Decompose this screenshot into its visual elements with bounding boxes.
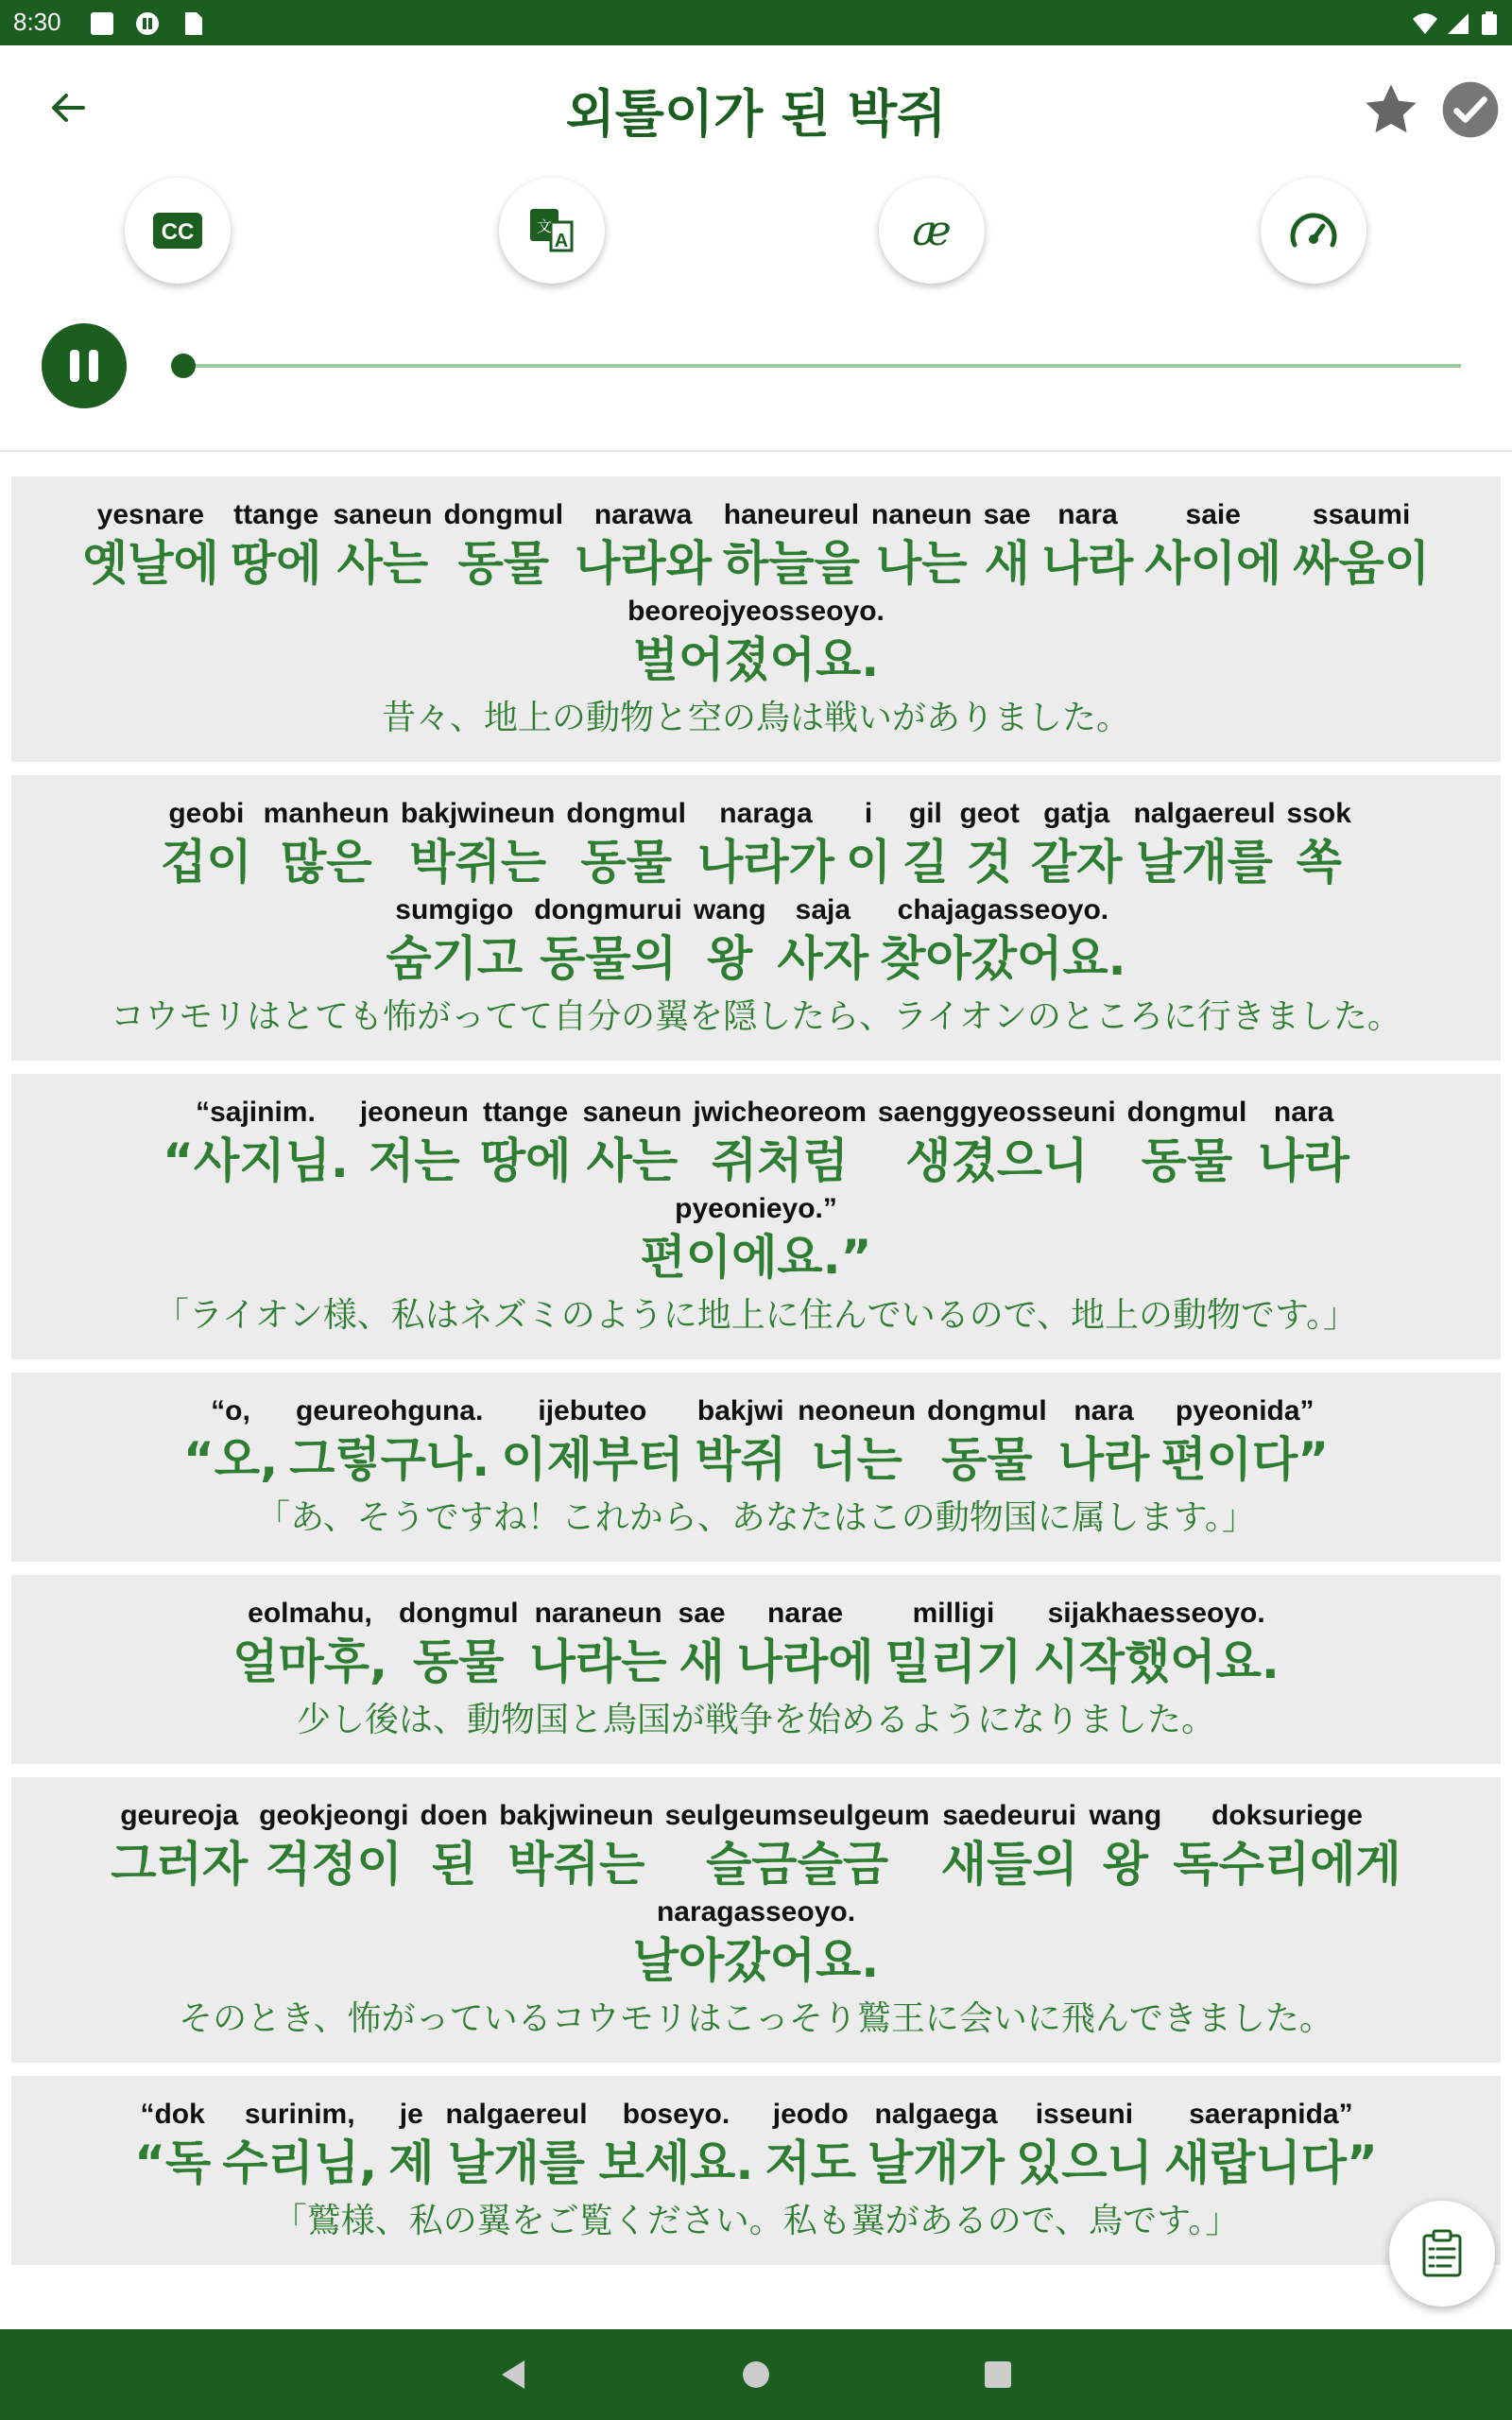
- nav-home-button[interactable]: [730, 2348, 782, 2401]
- word-romanization: dongmul: [398, 1598, 519, 1629]
- word-korean: 같자: [1030, 835, 1123, 890]
- word-korean: 제: [388, 2135, 435, 2190]
- word-romanization: bakjwineun: [499, 1800, 654, 1831]
- sd-card-icon: [180, 11, 206, 36]
- word[interactable]: [984, 497, 1031, 594]
- word-korean: 편이에요.”: [640, 1230, 872, 1285]
- word[interactable]: [333, 497, 432, 594]
- speed-button[interactable]: [1261, 178, 1366, 284]
- word[interactable]: [1033, 1596, 1280, 1692]
- word-romanization: narae: [767, 1598, 844, 1629]
- word[interactable]: [264, 796, 389, 892]
- word-korean: 그렇구나.: [289, 1432, 490, 1487]
- word[interactable]: [1287, 796, 1351, 892]
- sentence-line: [30, 497, 1482, 594]
- word-romanization: “dok: [140, 2099, 205, 2130]
- word[interactable]: [566, 796, 686, 892]
- sentence-line: [30, 1596, 1482, 1692]
- word-romanization: nalgaereul: [1133, 798, 1276, 829]
- word-romanization: geureoja: [120, 1800, 239, 1831]
- word-korean: 날아갔어요.: [632, 1933, 880, 1988]
- app-header: [0, 45, 1512, 452]
- sentence-line: [30, 1798, 1482, 1894]
- sentence-card[interactable]: [11, 2076, 1501, 2265]
- word-korean: 왕: [1102, 1837, 1149, 1892]
- word-korean: 찾아갔어요.: [880, 931, 1126, 986]
- word-korean: 너는: [811, 1432, 902, 1487]
- speed-icon: [1287, 207, 1340, 254]
- word-romanization: ttange: [483, 1097, 569, 1128]
- progress-track[interactable]: [183, 364, 1461, 368]
- word[interactable]: [259, 1798, 408, 1894]
- word-korean: 사이에: [1144, 536, 1282, 591]
- sentence-translation: 「鷲様、私の翼をご覧ください。私も翼があるので、鳥です。」: [272, 2202, 1240, 2240]
- word-korean: 동물의: [540, 931, 677, 986]
- word-korean: 날개를: [448, 2135, 585, 2190]
- system-nav-bar: [0, 2329, 1512, 2420]
- word-korean: 새랍니다”: [1163, 2135, 1378, 2190]
- word-romanization: bakjwineun: [401, 798, 556, 829]
- ae-icon: æ: [912, 206, 952, 255]
- word-korean: 사자: [777, 931, 869, 986]
- word-romanization: pyeonieyo.”: [675, 1193, 837, 1224]
- word-korean: 벌어졌어요.: [632, 632, 880, 687]
- word-korean: 독수리에게: [1173, 1837, 1401, 1892]
- word-romanization: jwicheoreom: [693, 1097, 867, 1128]
- word[interactable]: [737, 1596, 874, 1692]
- word[interactable]: [679, 1596, 726, 1692]
- word[interactable]: [941, 1798, 1078, 1894]
- word-romanization: geokjeongi: [259, 1800, 409, 1831]
- word-romanization: gatja: [1043, 798, 1110, 829]
- sentence-translation: コウモリはとても怖がってて自分の翼を隠したら、ライオンのところに行きました。: [111, 997, 1401, 1036]
- word[interactable]: [599, 2097, 754, 2193]
- notification-icon: [89, 11, 115, 36]
- word-korean: 나는: [875, 536, 968, 591]
- word-korean: 쏙: [1296, 835, 1342, 890]
- word[interactable]: [1042, 497, 1134, 594]
- word-romanization: geot: [959, 798, 1020, 829]
- word-korean: 새: [679, 1634, 725, 1689]
- word[interactable]: [695, 1393, 786, 1490]
- page-title: 외톨이가 된 박쥐: [565, 84, 947, 144]
- word[interactable]: [360, 1095, 469, 1191]
- word-romanization: jeoneun: [359, 1097, 469, 1128]
- word-korean: 박쥐는: [409, 835, 547, 890]
- word[interactable]: [665, 1798, 930, 1894]
- word-korean: 나라에: [736, 1634, 874, 1689]
- word-korean: 숨기고: [386, 931, 524, 986]
- word-romanization: beoreojyeosseoyo.: [627, 596, 885, 627]
- word[interactable]: [1173, 1798, 1401, 1894]
- word-romanization: geobi: [168, 798, 245, 829]
- word-romanization: seulgeumseulgeum: [664, 1800, 930, 1831]
- back-arrow-icon[interactable]: [42, 81, 94, 134]
- word-romanization: naraneun: [534, 1598, 662, 1629]
- nav-home-icon: [741, 2360, 771, 2390]
- word-romanization: wang: [1089, 1800, 1162, 1831]
- word-korean: 시작했어요.: [1033, 1634, 1280, 1689]
- word-korean: 이: [845, 835, 892, 890]
- word-romanization: pyeonida”: [1175, 1395, 1314, 1426]
- word-korean: 편이다”: [1160, 1432, 1330, 1487]
- word-korean: 동물: [580, 835, 672, 890]
- word[interactable]: [82, 497, 219, 594]
- word-korean: 된: [431, 1837, 477, 1892]
- sentence-card[interactable]: [11, 1373, 1501, 1562]
- word[interactable]: [386, 892, 523, 989]
- word[interactable]: [445, 2097, 587, 2193]
- word-romanization: eolmahu,: [248, 1598, 372, 1629]
- word-romanization: je: [399, 2099, 423, 2130]
- word-korean: 날개가: [868, 2135, 1005, 2190]
- word[interactable]: [846, 796, 891, 892]
- quiz-fab[interactable]: [1389, 2201, 1495, 2307]
- word[interactable]: [399, 1596, 519, 1692]
- translate-button[interactable]: [499, 178, 605, 284]
- nav-recents-icon: [984, 2360, 1012, 2389]
- sentence-line: [30, 1095, 1482, 1191]
- sentence-line: [30, 1894, 1482, 1991]
- check-circle-icon[interactable]: [1440, 79, 1501, 140]
- word-romanization: dongmul: [1126, 1097, 1247, 1128]
- word[interactable]: [163, 1095, 349, 1191]
- sentence-line: [30, 796, 1482, 892]
- wifi-icon: [1412, 11, 1438, 36]
- svg-text:CC: CC: [161, 219, 195, 245]
- word-korean: 날개를: [1136, 835, 1273, 890]
- word[interactable]: [1058, 1393, 1150, 1490]
- word[interactable]: [1160, 1393, 1329, 1490]
- word[interactable]: [868, 2097, 1005, 2193]
- word-korean: 박쥐: [695, 1432, 787, 1487]
- word[interactable]: [534, 892, 682, 989]
- sentence-card[interactable]: [11, 1575, 1501, 1764]
- word-romanization: boseyo.: [622, 2099, 730, 2130]
- word-korean: 박쥐는: [507, 1837, 645, 1892]
- word-korean: 옛날에: [81, 536, 219, 591]
- word-korean: 나라가: [697, 835, 834, 890]
- word-korean: “사지님.: [163, 1133, 349, 1188]
- sentence-translation: 「あ、そうですね！これから、あなたはこの動物国に属します。」: [256, 1498, 1256, 1537]
- word-korean: 동물: [941, 1432, 1033, 1487]
- word-korean: “오,: [182, 1432, 279, 1487]
- word-romanization: bakjwi: [696, 1395, 784, 1426]
- word-romanization: saerapnida”: [1189, 2099, 1353, 2130]
- word[interactable]: [885, 1596, 1022, 1692]
- status-bar: [0, 0, 1512, 45]
- word-korean: “독: [134, 2135, 212, 2190]
- word-romanization: saedeurui: [942, 1800, 1076, 1831]
- sentence-line: [30, 1191, 1482, 1288]
- word-romanization: manheun: [263, 798, 390, 829]
- word[interactable]: [927, 1393, 1047, 1490]
- word[interactable]: [1090, 1798, 1162, 1894]
- word[interactable]: [694, 1095, 867, 1191]
- word-korean: 동물: [1141, 1133, 1233, 1188]
- cc-icon: [152, 212, 203, 250]
- word[interactable]: [1144, 497, 1281, 594]
- word-romanization: sijakhaesseoyo.: [1047, 1598, 1265, 1629]
- word[interactable]: [765, 2097, 856, 2193]
- word[interactable]: [960, 796, 1020, 892]
- word-romanization: saneun: [333, 499, 433, 530]
- word[interactable]: [1031, 796, 1123, 892]
- word-romanization: doksuriege: [1211, 1800, 1363, 1831]
- word-romanization: dongmul: [927, 1395, 1047, 1426]
- word-romanization: narawa: [593, 499, 693, 530]
- word-romanization: i: [864, 798, 873, 829]
- word[interactable]: [499, 1798, 653, 1894]
- word[interactable]: [575, 497, 712, 594]
- sentence-card[interactable]: [11, 1074, 1501, 1359]
- word-korean: 나라: [1258, 1133, 1349, 1188]
- word[interactable]: [501, 1393, 683, 1490]
- word[interactable]: [633, 1894, 880, 1991]
- word-romanization: saja: [795, 894, 851, 925]
- word-romanization: doen: [420, 1800, 489, 1831]
- word-korean: 땅에: [230, 536, 322, 591]
- sentence-line: [30, 1393, 1482, 1490]
- word-korean: 동물: [413, 1634, 505, 1689]
- word[interactable]: [421, 1798, 489, 1894]
- word[interactable]: [530, 1596, 667, 1692]
- word-romanization: ssaumi: [1312, 499, 1411, 530]
- word-korean: 보세요.: [598, 2135, 754, 2190]
- signal-icon: [1446, 11, 1472, 36]
- nav-back-icon: [498, 2359, 526, 2391]
- word-romanization: ijebuteo: [538, 1395, 647, 1426]
- word-romanization: jeodo: [772, 2099, 849, 2130]
- word[interactable]: [401, 796, 555, 892]
- word-romanization: surinim,: [244, 2099, 355, 2130]
- word-korean: 저는: [369, 1133, 460, 1188]
- word-romanization: nalgaereul: [445, 2099, 588, 2130]
- word-romanization: gil: [908, 798, 942, 829]
- word-korean: 나라: [1057, 1432, 1150, 1487]
- sentence-line: [30, 892, 1482, 989]
- nav-back-button[interactable]: [486, 2348, 539, 2401]
- sentence-card[interactable]: [11, 476, 1501, 762]
- word-korean: 하늘을: [723, 536, 860, 591]
- clipboard-icon: [1417, 2228, 1468, 2279]
- word-romanization: chajagasseoyo.: [897, 894, 1109, 925]
- word-romanization: “o,: [211, 1395, 250, 1426]
- word-romanization: nalgaega: [874, 2099, 998, 2130]
- word-romanization: geureohguna.: [295, 1395, 484, 1426]
- sentence-translation: そのとき、怖がっているコウモリはこっそり鷲王に会いに飛んできました。: [179, 1999, 1333, 2038]
- word[interactable]: [134, 2097, 211, 2193]
- word[interactable]: [778, 892, 869, 989]
- word-romanization: saenggyeosseuni: [877, 1097, 1116, 1128]
- word[interactable]: [1127, 1095, 1247, 1191]
- word[interactable]: [582, 1095, 681, 1191]
- word-romanization: naragasseoyo.: [656, 1896, 856, 1927]
- word-korean: 새: [984, 536, 1030, 591]
- word-romanization: haneureul: [723, 499, 860, 530]
- word-romanization: saie: [1185, 499, 1241, 530]
- word-romanization: neoneun: [798, 1395, 917, 1426]
- word-korean: 밀리기: [885, 1634, 1022, 1689]
- pause-icon: [70, 350, 79, 382]
- progress-thumb[interactable]: [171, 354, 196, 378]
- word[interactable]: [697, 796, 834, 892]
- word-korean: 있으니: [1015, 2135, 1153, 2190]
- sentence-line: [30, 594, 1482, 690]
- word[interactable]: [798, 1393, 916, 1490]
- romanization-button[interactable]: [879, 178, 985, 284]
- word-korean: 동물: [457, 536, 550, 591]
- svg-text:文: 文: [536, 217, 553, 235]
- word-romanization: sae: [678, 1598, 726, 1629]
- sentence-card[interactable]: [11, 1777, 1501, 2063]
- word-korean: 겁이: [161, 835, 252, 890]
- word-korean: 땅에: [479, 1133, 572, 1188]
- status-time: 8:30: [13, 8, 61, 36]
- sentence-card[interactable]: [11, 775, 1501, 1061]
- sentence-list: [11, 476, 1501, 2278]
- word-korean: 그러자: [111, 1837, 249, 1892]
- word-romanization: wang: [693, 894, 766, 925]
- word-romanization: nara: [1273, 1097, 1334, 1128]
- word-korean: 싸움이: [1293, 536, 1431, 591]
- word-romanization: ssok: [1286, 798, 1351, 829]
- word[interactable]: [1258, 1095, 1349, 1191]
- word[interactable]: [723, 497, 860, 594]
- word-romanization: dongmul: [566, 798, 687, 829]
- word[interactable]: [1164, 2097, 1378, 2193]
- word[interactable]: [871, 497, 972, 594]
- word-romanization: saneun: [582, 1097, 682, 1128]
- word-romanization: milligi: [912, 1598, 995, 1629]
- sentence-translation: 昔々、地上の動物と空の鳥は戦いがありました。: [381, 699, 1130, 737]
- word[interactable]: [902, 796, 948, 892]
- word-korean: 새들의: [940, 1837, 1078, 1892]
- word[interactable]: [289, 1393, 490, 1490]
- subtitles-button[interactable]: [125, 178, 231, 284]
- word-korean: 사는: [586, 1133, 679, 1188]
- word-korean: 것: [967, 835, 1013, 890]
- word[interactable]: [694, 892, 766, 989]
- word-romanization: nara: [1074, 1395, 1134, 1426]
- battery-icon: [1480, 11, 1499, 36]
- word-korean: 길: [902, 835, 949, 890]
- word[interactable]: [111, 1798, 248, 1894]
- sentence-translation: 「ライオン様、私はネズミのように地上に住んでいるので、地上の動物です。」: [154, 1296, 1358, 1335]
- word-romanization: naraga: [719, 798, 813, 829]
- word-korean: 수리님,: [222, 2135, 378, 2190]
- nav-recents-button[interactable]: [971, 2348, 1024, 2401]
- word[interactable]: [1293, 497, 1430, 594]
- sentence-line: [30, 2097, 1482, 2193]
- word[interactable]: [443, 497, 563, 594]
- word[interactable]: [480, 1095, 572, 1191]
- word-korean: 생겼으니: [905, 1133, 1089, 1188]
- word-romanization: ttange: [233, 499, 319, 530]
- word[interactable]: [222, 2097, 377, 2193]
- word-romanization: naneun: [870, 499, 972, 530]
- word[interactable]: [232, 1596, 387, 1692]
- word-korean: 슬금슬금: [706, 1837, 889, 1892]
- word[interactable]: [183, 1393, 278, 1490]
- word-korean: 얼마후,: [232, 1634, 387, 1689]
- word-korean: 쥐처럼: [711, 1133, 849, 1188]
- word[interactable]: [878, 1095, 1116, 1191]
- word-korean: 이제부터: [501, 1432, 684, 1487]
- pause-button[interactable]: [42, 323, 127, 408]
- word-romanization: “sajinim.: [196, 1097, 316, 1128]
- star-icon[interactable]: [1361, 79, 1421, 140]
- word-korean: 나라: [1041, 536, 1134, 591]
- word-romanization: sae: [983, 499, 1031, 530]
- word-romanization: isseuni: [1035, 2099, 1134, 2130]
- word-korean: 사는: [336, 536, 429, 591]
- word[interactable]: [1016, 2097, 1153, 2193]
- app-notification-icon: [134, 11, 161, 36]
- word[interactable]: [388, 2097, 434, 2193]
- word[interactable]: [161, 796, 252, 892]
- word-romanization: yesnare: [96, 499, 205, 530]
- word-romanization: dongmul: [443, 499, 564, 530]
- word-korean: 나라는: [529, 1634, 667, 1689]
- word[interactable]: [640, 1191, 871, 1288]
- word-romanization: nara: [1057, 499, 1118, 530]
- word-korean: 저도: [765, 2135, 857, 2190]
- word-korean: 많은: [281, 835, 372, 890]
- word[interactable]: [231, 497, 322, 594]
- word-korean: 왕: [707, 931, 753, 986]
- word-korean: 나라와: [575, 536, 713, 591]
- word-korean: 걱정이: [265, 1837, 403, 1892]
- word[interactable]: [627, 594, 885, 690]
- translate-icon: [528, 207, 576, 254]
- sentence-translation: 少し後は、動物国と鳥国が戦争を始めるようになりました。: [296, 1701, 1215, 1739]
- word[interactable]: [880, 892, 1126, 989]
- word-romanization: dongmurui: [534, 894, 682, 925]
- word-romanization: sumgigo: [395, 894, 514, 925]
- word[interactable]: [1133, 796, 1275, 892]
- svg-text:A: A: [554, 231, 569, 251]
